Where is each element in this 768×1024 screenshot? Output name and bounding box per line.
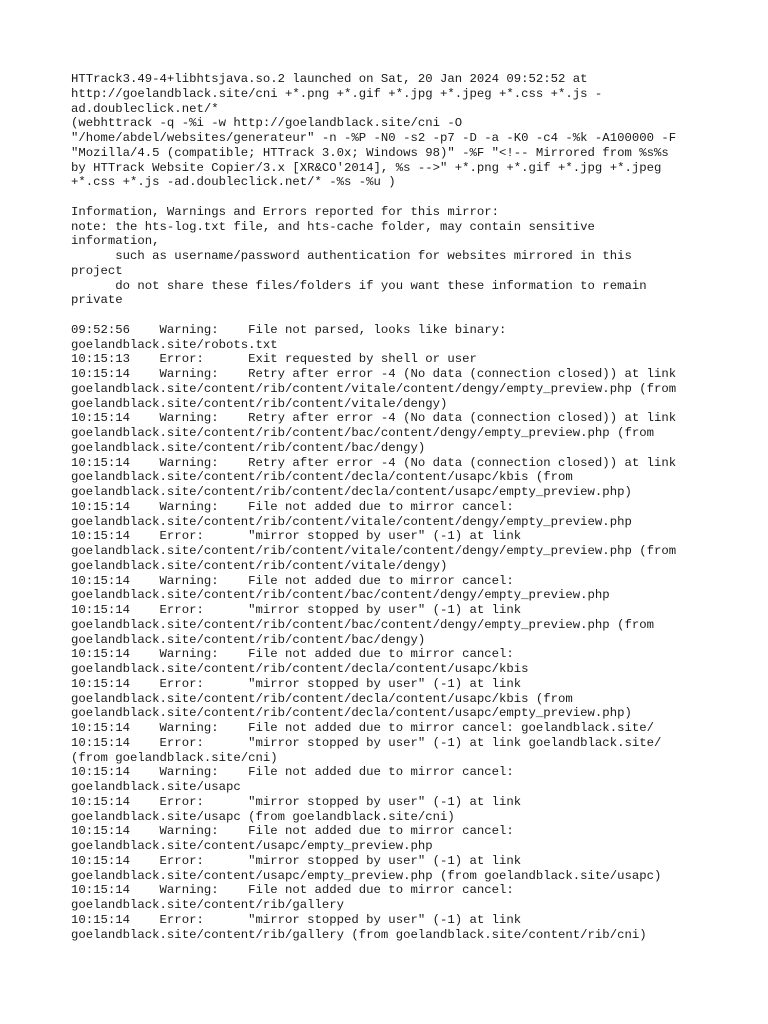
- log-line: goelandblack.site/content/rib/content/vitale/content/dengy/empty_preview.php (from: [71, 381, 677, 396]
- log-line: 10:15:14 Error: "mirror stopped by user" (-1) at link: [71, 676, 522, 691]
- log-line: 10:15:14 Warning: Retry after error -4 (No data (connection closed)) at link: [71, 455, 677, 470]
- log-line: goelandblack.site/content/rib/content/bac/dengy): [71, 440, 426, 455]
- spacer: [71, 190, 711, 205]
- log-line: goelandblack.site/content/usapc/empty_preview.php (from goelandblack.site/usapc): [71, 868, 662, 883]
- notice-line: Information, Warnings and Errors reported for this mirror:: [71, 204, 500, 219]
- notice-line: project: [71, 263, 123, 278]
- log-line: 10:15:14 Error: "mirror stopped by user" (-1) at link: [71, 912, 522, 927]
- log-line: 10:15:14 Error: "mirror stopped by user" (-1) at link: [71, 794, 522, 809]
- log-line: goelandblack.site/content/rib/content/bac/dengy): [71, 632, 426, 647]
- header-line: http://goelandblack.site/cni +*.png +*.gif +*.jpg +*.jpeg +*.css +*.js -: [71, 86, 603, 101]
- log-line: 10:15:14 Warning: File not added due to mirror cancel: goelandblack.site/: [71, 721, 654, 735]
- log-line: (from goelandblack.site/cni): [71, 750, 278, 765]
- notice-line: private: [71, 293, 123, 308]
- log-line: goelandblack.site/content/rib/content/vitale/dengy): [71, 558, 448, 573]
- log-line: goelandblack.site/content/usapc/empty_preview.php: [71, 839, 433, 853]
- log-line: goelandblack.site/content/rib/content/bac/content/dengy/empty_preview.php: [71, 588, 610, 603]
- log-line: goelandblack.site/content/rib/content/vitale/dengy): [71, 396, 448, 411]
- log-line: 10:15:13 Error: Exit requested by shell or user: [71, 352, 477, 367]
- log-line: 10:15:14 Warning: Retry after error -4 (No data (connection closed)) at link: [71, 411, 677, 426]
- notice-line: such as username/password authentication for websites mirrored in this: [71, 249, 632, 263]
- log-line: goelandblack.site/content/rib/content/decla/content/usapc/empty_preview.php): [71, 485, 632, 499]
- log-line: goelandblack.site/content/rib/content/decla/content/usapc/kbis (from: [71, 470, 573, 485]
- log-line: 10:15:14 Warning: Retry after error -4 (No data (connection closed)) at link: [71, 367, 677, 381]
- log-line: goelandblack.site/usapc (from goelandblack.site/cni): [71, 809, 455, 824]
- log-line: goelandblack.site/robots.txt: [71, 337, 278, 352]
- log-line: 10:15:14 Error: "mirror stopped by user" (-1) at link: [71, 603, 522, 617]
- log-line: goelandblack.site/content/rib/gallery: [71, 898, 345, 912]
- header-line: ad.doubleclick.net/*: [71, 101, 219, 116]
- header-line: (webhttrack -q -%i -w http://goelandblack.site/cni -O: [71, 116, 463, 131]
- log-line: 10:15:14 Warning: File not added due to mirror cancel:: [71, 647, 514, 662]
- notice-line: note: the hts-log.txt file, and hts-cache folder, may contain sensitive: [71, 219, 595, 234]
- log-line: 10:15:14 Warning: File not added due to mirror cancel:: [71, 765, 514, 780]
- log-entries: [71, 323, 711, 943]
- header-line: "Mozilla/4.5 (compatible; HTTrack 3.0x; Windows 98)" -%F "<!-- Mirrored from %s%s: [71, 145, 669, 160]
- log-line: 10:15:14 Error: "mirror stopped by user" (-1) at link goelandblack.site/: [71, 735, 662, 750]
- log-line: goelandblack.site/content/rib/content/bac/content/dengy/empty_preview.php (from: [71, 617, 654, 632]
- header-line: HTTrack3.49-4+libhtsjava.so.2 launched on Sat, 20 Jan 2024 09:52:52 at: [71, 72, 588, 86]
- log-line: goelandblack.site/content/rib/content/vitale/content/dengy/empty_preview.php: [71, 514, 632, 529]
- log-document: [71, 72, 711, 942]
- log-line: 10:15:14 Error: "mirror stopped by user" (-1) at link: [71, 853, 522, 868]
- log-line: goelandblack.site/usapc: [71, 780, 241, 794]
- log-line: 10:15:14 Warning: File not added due to mirror cancel:: [71, 573, 514, 588]
- log-line: goelandblack.site/content/rib/content/decla/content/usapc/empty_preview.php): [71, 706, 632, 721]
- log-line: 10:15:14 Error: "mirror stopped by user" (-1) at link: [71, 529, 522, 544]
- notice-line: do not share these files/folders if you want these information to remain: [71, 278, 647, 293]
- log-line: 10:15:14 Warning: File not added due to mirror cancel:: [71, 883, 514, 898]
- log-line: 09:52:56 Warning: File not parsed, looks like binary:: [71, 322, 507, 337]
- header-line: +*.css +*.js -ad.doubleclick.net/* -%s -%u ): [71, 175, 396, 190]
- log-line: goelandblack.site/content/rib/content/decla/content/usapc/kbis: [71, 662, 529, 676]
- log-line: goelandblack.site/content/rib/content/vitale/content/dengy/empty_preview.php (from: [71, 544, 677, 558]
- header-line: by HTTrack Website Copier/3.x [XR&CO'2014], %s -->" +*.png +*.gif +*.jpg +*.jpeg: [71, 160, 662, 175]
- log-line: goelandblack.site/content/rib/gallery (from goelandblack.site/content/rib/cni): [71, 927, 647, 942]
- mirror-notice: [71, 205, 711, 308]
- log-line: 10:15:14 Warning: File not added due to mirror cancel:: [71, 499, 514, 514]
- log-line: goelandblack.site/content/rib/content/bac/content/dengy/empty_preview.php (from: [71, 426, 654, 440]
- spacer: [71, 308, 711, 323]
- notice-line: information,: [71, 234, 160, 249]
- launch-header: [71, 72, 711, 190]
- header-line: "/home/abdel/websites/generateur" -n -%P -N0 -s2 -p7 -D -a -K0 -c4 -%k -A100000 -F: [71, 131, 677, 145]
- log-line: 10:15:14 Warning: File not added due to mirror cancel:: [71, 824, 514, 839]
- log-line: goelandblack.site/content/rib/content/decla/content/usapc/kbis (from: [71, 691, 573, 706]
